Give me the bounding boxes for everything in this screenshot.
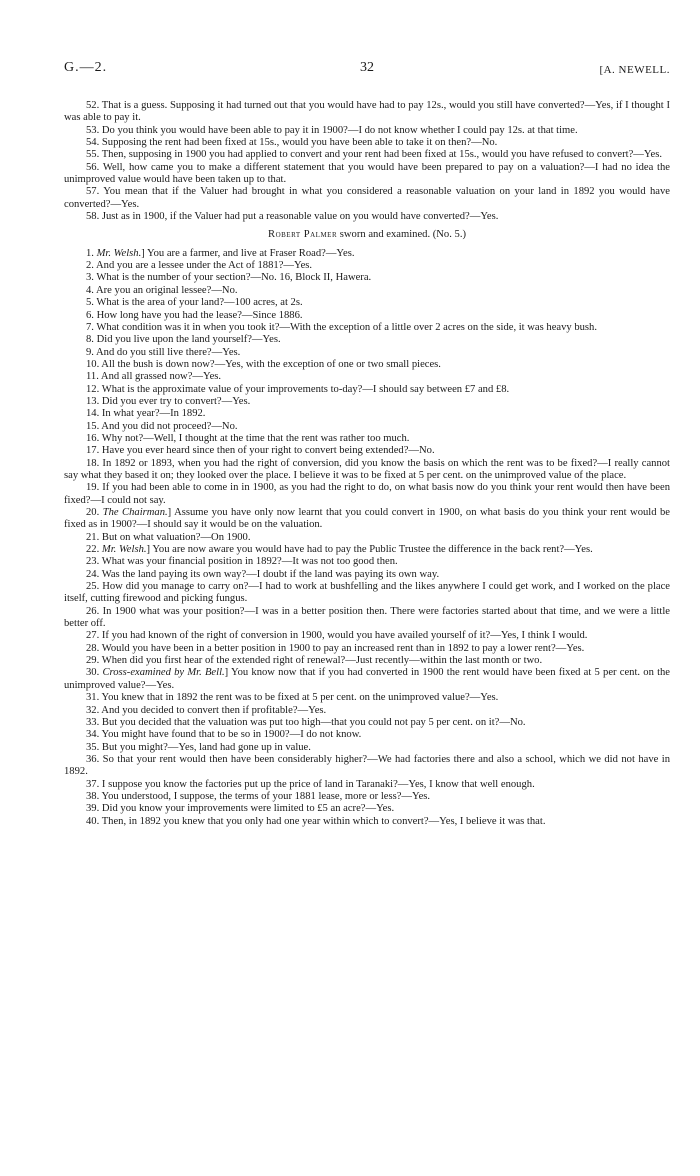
speaker-name: Cross-examined by Mr. Bell. xyxy=(102,667,225,679)
question-paragraph: 11. And all grassed now?—Yes. xyxy=(86,371,222,383)
question-paragraph: 38. You understood, I suppose, the terms of your 1881 lease, more or less?—Yes. xyxy=(86,790,431,802)
speaker-name: Mr. Welsh. xyxy=(101,544,147,556)
question-number: 20. xyxy=(86,507,103,518)
question-paragraph: 9. And do you still live there?—Yes. xyxy=(86,346,241,358)
question-paragraph: 8. Did you live upon the land yourself?—Yes. xyxy=(86,334,281,346)
question-number: 30. xyxy=(86,667,103,679)
question-paragraph: 39. Did you know your improvements were limited to £5 an acre?—Yes. xyxy=(86,803,395,815)
question-paragraph: 10. All the bush is down now?—Yes, with the exception of one or two small pieces. xyxy=(86,358,441,370)
question-paragraph xyxy=(64,507,670,532)
speaker-name: Mr. Welsh. xyxy=(96,247,142,259)
question-paragraph xyxy=(64,544,670,556)
question-paragraph: 28. Would you have been in a better position in 1900 to pay an increased rent than in 1892 to pay a lower rent?—Yes. xyxy=(86,642,585,654)
question-paragraph: 33. But you decided that the valuation was put too high—that you could not pay 5 per cent. on it?—No. xyxy=(86,716,526,728)
question-paragraph: 37. I suppose you know the factories put up the price of land in Taranaki?—Yes, I know that well enough. xyxy=(86,778,535,790)
question-paragraph: 34. You might have found that to be so in 1900?—I do not know. xyxy=(86,729,362,741)
question-number: 22. xyxy=(86,544,102,556)
question-paragraph: 12. What is the approximate value of your improvements to-day?—I should say between £7 and £8. xyxy=(86,383,510,395)
question-paragraph xyxy=(64,248,670,260)
witness-name: Robert Palmer xyxy=(268,229,338,241)
question-paragraph: 35. But you might?—Yes, land had gone up in value. xyxy=(86,741,311,753)
question-paragraph: 25. How did you manage to carry on?—I had to work at bushfelling and the likes anywhere I could get work, and I worked on the place itself, cutting firewood and picking fungus. xyxy=(64,581,670,605)
report-code: G.—2. xyxy=(64,60,108,75)
question-paragraph: 58. Just as in 1900, if the Valuer had put a reasonable value on you would have converted?—Yes. xyxy=(86,211,499,223)
question-paragraph: 54. Supposing the rent had been fixed at 15s., would you have been able to take it on then?—No. xyxy=(86,137,498,149)
witness-running-head: [A. NEWELL. xyxy=(599,64,670,76)
question-paragraph: 56. Well, how came you to make a different statement that you would have been prepared to pay on a valuation?—I had no idea the unimproved value would have been taken up to that. xyxy=(64,161,670,186)
question-paragraph xyxy=(64,667,670,692)
question-paragraph: 26. In 1900 what was your position?—I was in a better position then. There were factories started about that time, and we were a little better off. xyxy=(64,605,670,630)
question-paragraph: 15. And you did not proceed?—No. xyxy=(86,420,238,432)
question-paragraph: 18. In 1892 or 1893, when you had the right of conversion, did you know the basis on which the rent was to be fixed?—I really cannot say what they based it on; they looked over the place. I believe it was to be fixed at 5 per cent. on the unimproved value of the place. xyxy=(64,457,670,481)
question-paragraph: 36. So that your rent would then have been considerably higher?—We had factories there and also a school, which we did not have in 1892. xyxy=(64,753,670,778)
question-paragraph: 29. When did you first hear of the extended right of renewal?—Just recently—within the last month or two. xyxy=(86,655,543,667)
question-paragraph: 57. You mean that if the Valuer had brought in what you considered a reasonable valuation on your land in 1892 you would have converted?—Yes. xyxy=(64,186,670,210)
question-paragraph: 2. And you are a lessee under the Act of 1881?—Yes. xyxy=(86,260,313,272)
question-text: ] Assume you have only now learnt that you could convert in 1900, on what basis do you think your rent would be fixed as in 1900?—I should say it would be on the valuation. xyxy=(64,507,670,531)
question-number: 1. xyxy=(86,247,97,259)
page-header xyxy=(64,62,670,80)
question-paragraph: 6. How long have you had the lease?—Since 1886. xyxy=(86,309,303,321)
speaker-name: The Chairman. xyxy=(102,507,168,518)
question-paragraph: 3. What is the number of your section?—No. 16, Block II, Hawera. xyxy=(86,272,372,284)
question-paragraph: 23. What was your financial position in 1892?—It was not too good then. xyxy=(86,556,398,568)
question-paragraph: 24. Was the land paying its own way?—I doubt if the land was paying its own way. xyxy=(86,568,440,580)
page-number: 32 xyxy=(360,60,374,75)
question-paragraph: 27. If you had known of the right of conversion in 1900, would you have availed yourself of it?—Yes, I think I would. xyxy=(86,630,588,642)
question-text: ] You are now aware you would have had to pay the Public Trustee the difference in the back rent?—Yes. xyxy=(146,544,593,556)
question-text: ] You are a farmer, and live at Fraser Road?—Yes. xyxy=(141,247,355,259)
testimony-body xyxy=(64,100,670,828)
question-text: ] You know now that if you had converted in 1900 the rent would have been fixed at 5 per cent. on the unimproved value?—Yes. xyxy=(64,667,671,691)
question-paragraph: 14. In what year?—In 1892. xyxy=(86,408,206,420)
question-paragraph: 16. Why not?—Well, I thought at the time that the rent was rather too much. xyxy=(86,432,410,444)
question-paragraph: 21. But on what valuation?—On 1900. xyxy=(86,531,251,543)
witness-heading-rest: sworn and examined. (No. 5.) xyxy=(337,229,466,241)
question-paragraph: 5. What is the area of your land?—100 acres, at 2s. xyxy=(86,297,303,309)
witness-heading xyxy=(64,229,670,241)
question-paragraph: 52. That is a guess. Supposing it had turned out that you would have had to pay 12s., would you still have converted?—Yes, if I thought I was able to pay it. xyxy=(64,100,670,124)
question-paragraph: 40. Then, in 1892 you knew that you only had one year within which to convert?—Yes, I believe it was that. xyxy=(86,815,546,827)
question-paragraph: 32. And you decided to convert then if profitable?—Yes. xyxy=(86,704,327,716)
question-paragraph: 19. If you had been able to come in in 1900, as you had the right to do, on what basis now do you think your rent would then have been fixed?—I could not say. xyxy=(64,482,670,506)
question-paragraph: 7. What condition was it in when you took it?—With the exception of a little over 2 acres on the side, it was heavy bush. xyxy=(86,321,597,333)
question-paragraph: 55. Then, supposing in 1900 you had applied to convert and your rent had been fixed at 15s., would you have refused to convert?—Yes. xyxy=(86,149,662,161)
question-paragraph: 53. Do you think you would have been able to pay it in 1900?—I do not know whether I could pay 12s. at that time. xyxy=(86,124,578,136)
question-paragraph: 31. You knew that in 1892 the rent was to be fixed at 5 per cent. on the unimproved value?—Yes. xyxy=(86,692,499,704)
question-paragraph: 13. Did you ever try to convert?—Yes. xyxy=(86,395,251,407)
question-paragraph: 17. Have you ever heard since then of your right to convert being extended?—No. xyxy=(86,445,435,457)
question-paragraph: 4. Are you an original lessee?—No. xyxy=(86,284,238,296)
